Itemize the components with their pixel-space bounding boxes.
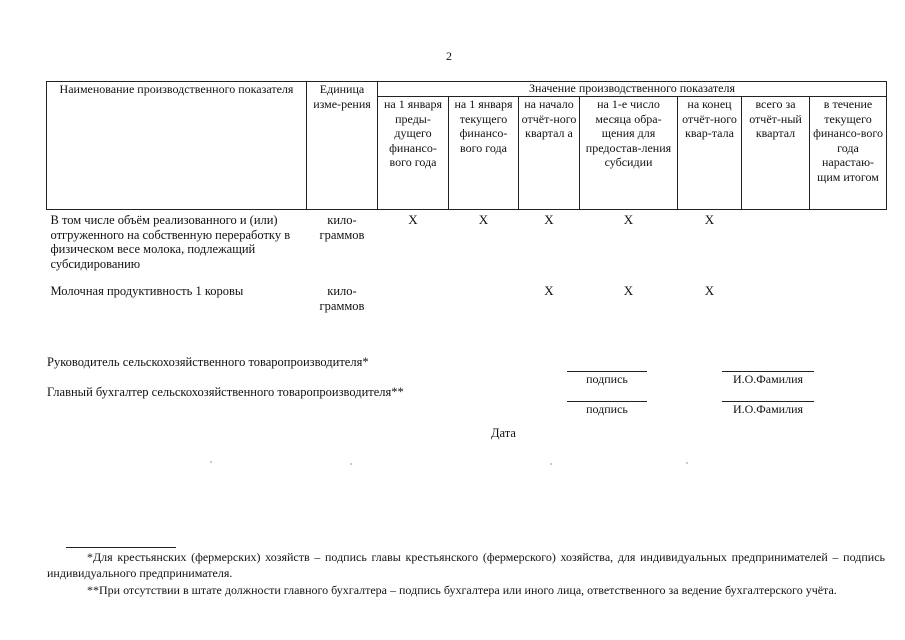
row-unit: кило-граммов xyxy=(319,284,365,313)
scan-speck xyxy=(686,462,688,464)
value-cell xyxy=(742,210,810,284)
scan-speck xyxy=(550,463,552,465)
scan-speck xyxy=(210,461,212,463)
accountant-signature-caption: подпись xyxy=(586,402,628,416)
value-cell xyxy=(810,210,887,284)
value-cell xyxy=(378,283,449,314)
value-cell: X xyxy=(623,212,634,227)
row-name: Молочная продуктивность 1 коровы xyxy=(50,284,244,298)
value-cell: X xyxy=(478,212,489,227)
page-number: 2 xyxy=(446,49,452,63)
value-cell: X xyxy=(704,283,715,298)
subheader-year-cumulative: в течение текущего финансо-вого года нарастаю-щим итогом xyxy=(810,97,887,210)
subheader-application-month: на 1-е число месяца обра-щения для предостав-ления субсидии xyxy=(580,97,678,210)
value-cell xyxy=(810,283,887,314)
value-cell: X xyxy=(544,283,554,298)
head-name-caption: И.О.Фамилия xyxy=(732,372,804,386)
row-unit: кило-граммов xyxy=(319,213,365,242)
header-unit: Единица изме-рения xyxy=(307,82,378,210)
subheader-current-year: на 1 января текущего финансо-вого года xyxy=(449,97,519,210)
date-label: Дата xyxy=(491,426,516,440)
value-cell xyxy=(449,283,519,314)
footnote-separator xyxy=(66,547,176,548)
head-signature-caption: подпись xyxy=(586,372,628,386)
subheader-quarter-start: на начало отчёт-ного квартал а xyxy=(519,97,580,210)
value-cell: X xyxy=(544,212,554,227)
accountant-name-caption: И.О.Фамилия xyxy=(732,402,804,416)
value-cell: X xyxy=(408,212,418,227)
indicator-table xyxy=(46,81,887,314)
head-signature-label: Руководитель сельскохозяйственного товаропроизводителя* xyxy=(47,355,369,369)
footnote-2: **При отсутствии в штате должности главного бухгалтера – подпись бухгалтера или иного лица, ответственного за ведение бухгалтерского учёта. xyxy=(87,583,837,597)
subheader-prev-year: на 1 января преды-дущего финансо-вого года xyxy=(378,97,449,210)
header-value-group: Значение производственного показателя xyxy=(378,82,887,97)
value-cell xyxy=(742,283,810,314)
value-cell: X xyxy=(704,212,715,227)
subheader-quarter-end: на конец отчёт-ного квар-тала xyxy=(678,97,742,210)
scan-speck xyxy=(350,463,352,465)
accountant-signature-label: Главный бухгалтер сельскохозяйственного товаропроизводителя** xyxy=(47,385,404,399)
header-indicator-name: Наименование производственного показателя xyxy=(47,82,307,210)
value-cell: X xyxy=(623,283,634,298)
table-row xyxy=(47,283,887,314)
subheader-quarter-total: всего за отчёт-ный квартал xyxy=(742,97,810,210)
row-name: В том числе объём реализованного и (или) отгруженного на собственную переработку в физическом весе молока, подлежащий субсидированию xyxy=(50,213,291,271)
footnote-1: *Для крестьянских (фермерских) хозяйств – подпись главы крестьянского (фермерского) хозяйства, для индивидуальных предпринимателей – подпись индивидуального предпринимателя. xyxy=(47,550,885,580)
table-row xyxy=(47,210,887,284)
